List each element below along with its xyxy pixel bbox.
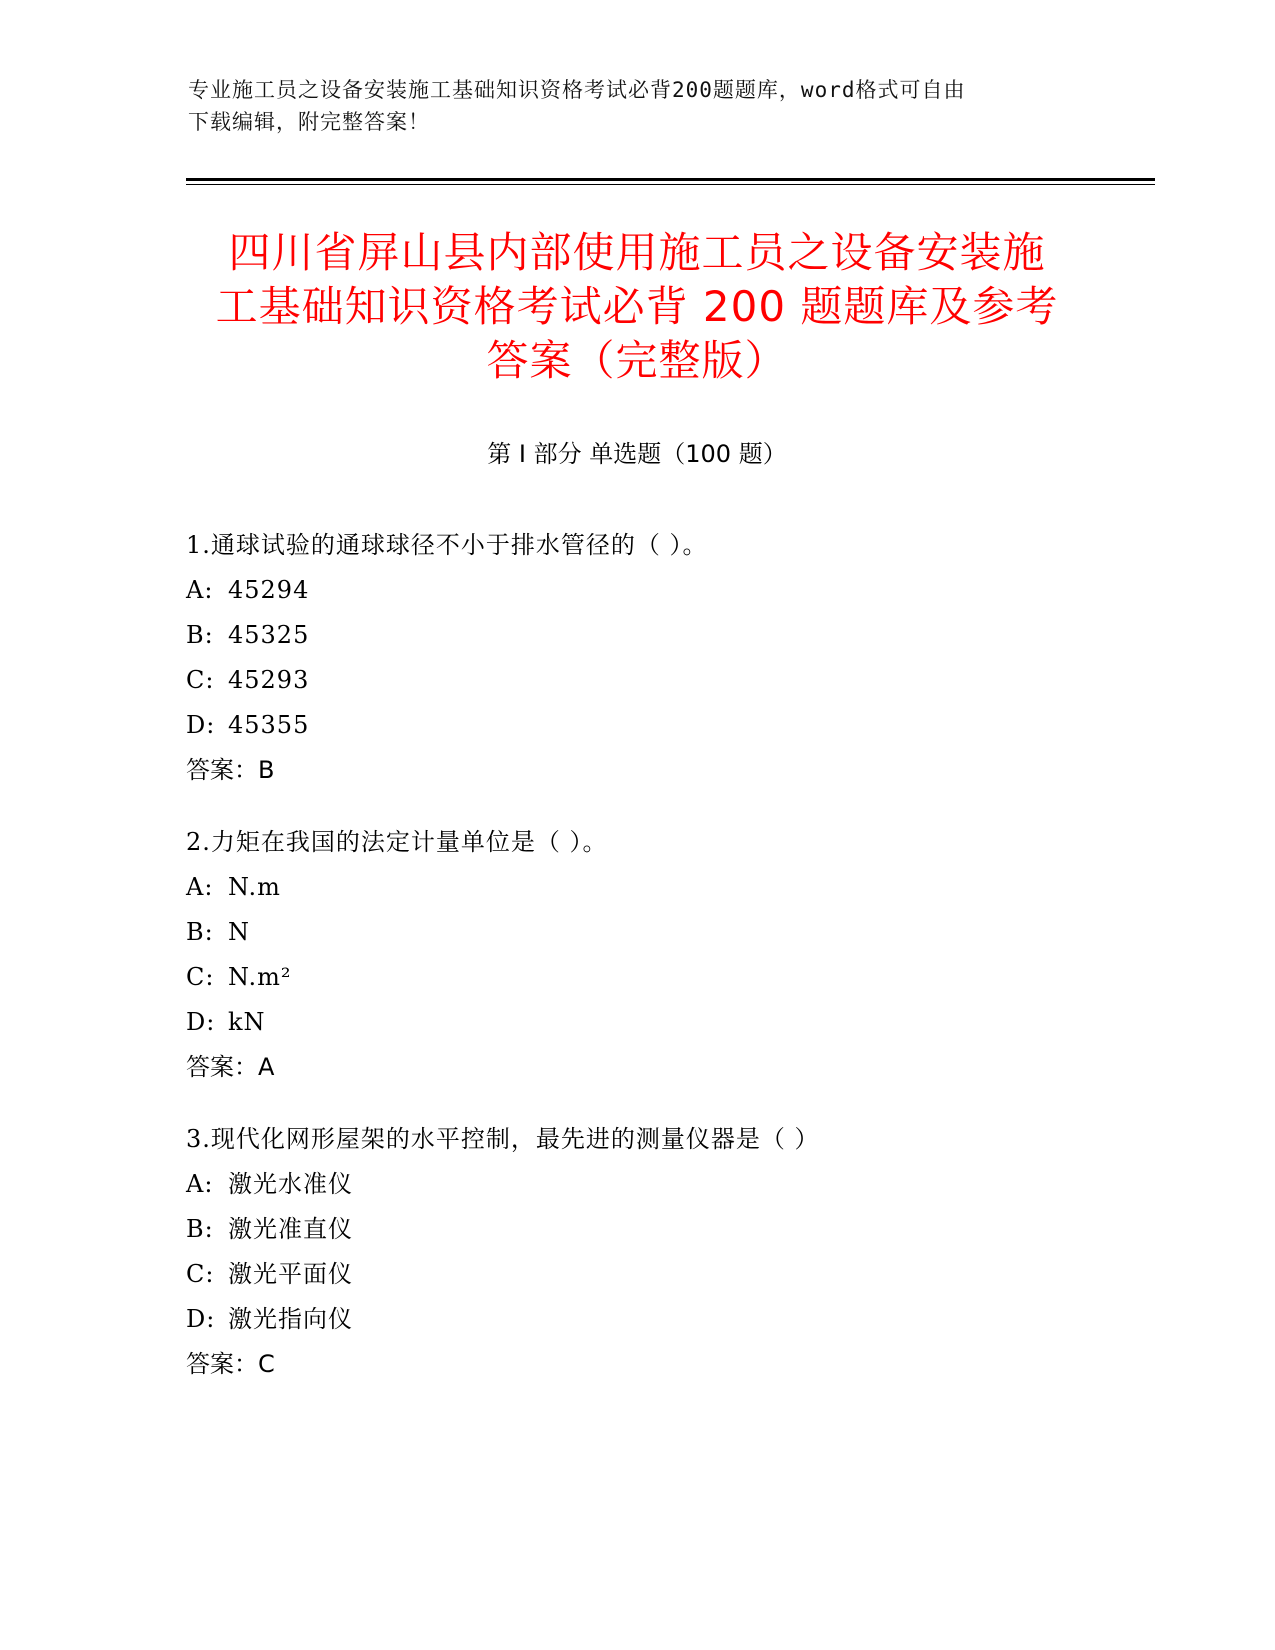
option-letter: C: — [186, 666, 215, 694]
option-d — [186, 1303, 1088, 1335]
question-stem: 2.力矩在我国的法定计量单位是（ ）。 — [186, 828, 608, 856]
option-text: N.m — [228, 873, 281, 901]
option-text: N — [228, 918, 250, 946]
option-text: 45325 — [228, 621, 310, 649]
question-stem: 3.现代化网形屋架的水平控制，最先进的测量仪器是（ ） — [186, 1125, 820, 1153]
option-letter: A: — [186, 576, 214, 604]
option-text: 45294 — [228, 576, 310, 604]
section-heading: 第 I 部分 单选题（100 题） — [487, 440, 787, 468]
option-c — [186, 961, 1088, 993]
option-letter: C: — [186, 963, 215, 991]
option-b — [186, 1213, 1088, 1245]
option-letter: A: — [186, 873, 214, 901]
option-letter: D: — [186, 1008, 216, 1036]
option-letter: B: — [186, 621, 214, 649]
answer-line: 答案：A — [186, 1053, 275, 1081]
option-letter: D: — [186, 711, 216, 739]
option-a — [186, 871, 1088, 903]
option-text: kN — [228, 1008, 266, 1036]
question-3 — [186, 1123, 1088, 1380]
header-divider-thin — [186, 184, 1155, 185]
option-letter: D: — [186, 1305, 216, 1333]
question-1 — [186, 529, 1088, 786]
document-title-line-2: 工基础知识资格考试必背 200 题题库及参考 — [215, 282, 1059, 331]
option-letter: A: — [186, 1170, 214, 1198]
header-note — [188, 74, 1078, 138]
option-letter: C: — [186, 1260, 215, 1288]
question-list — [186, 529, 1088, 1420]
option-c — [186, 1258, 1088, 1290]
option-text: N.m² — [228, 963, 292, 991]
answer-line: 答案：C — [186, 1350, 275, 1378]
option-a — [186, 574, 1088, 606]
document-title-line-3: 答案（完整版） — [486, 336, 788, 385]
question-2 — [186, 826, 1088, 1083]
option-letter: B: — [186, 1215, 214, 1243]
answer-line: 答案：B — [186, 756, 275, 784]
option-letter: B: — [186, 918, 214, 946]
option-text: 激光指向仪 — [228, 1305, 353, 1333]
option-a — [186, 1168, 1088, 1200]
option-d — [186, 1006, 1088, 1038]
header-note-line-2: 下载编辑，附完整答案！ — [188, 110, 430, 134]
option-text: 激光平面仪 — [228, 1260, 353, 1288]
document-title — [186, 226, 1088, 388]
option-text: 激光水准仪 — [228, 1170, 353, 1198]
document-title-line-1: 四川省屏山县内部使用施工员之设备安装施 — [228, 228, 1046, 277]
option-b — [186, 916, 1088, 948]
question-stem: 1.通球试验的通球球径不小于排水管径的（ ）。 — [186, 531, 708, 559]
header-divider-thick — [186, 178, 1155, 181]
option-text: 激光准直仪 — [228, 1215, 353, 1243]
option-text: 45355 — [228, 711, 310, 739]
option-text: 45293 — [228, 666, 310, 694]
option-d — [186, 709, 1088, 741]
header-note-line-1: 专业施工员之设备安装施工基础知识资格考试必背200题题库，word格式可自由 — [188, 78, 966, 102]
option-c — [186, 664, 1088, 696]
option-b — [186, 619, 1088, 651]
